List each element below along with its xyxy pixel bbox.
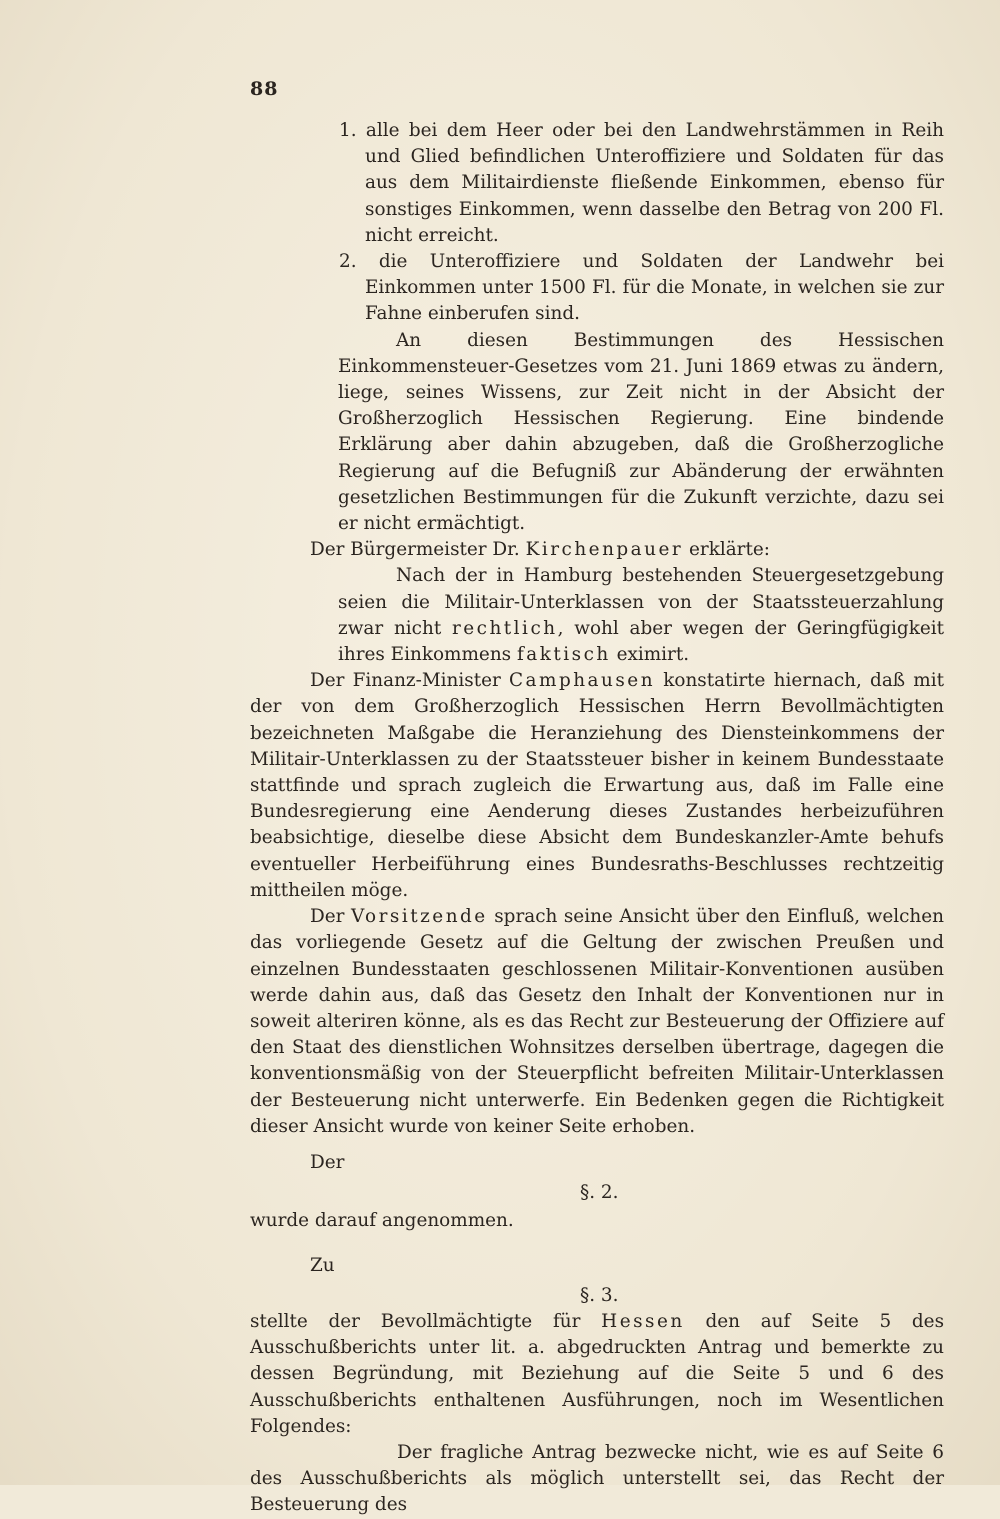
label-zu: Zu [310,1254,335,1276]
body-text [250,118,944,1519]
speaker-name: Hessen [601,1310,685,1332]
speaker-name: Kirchenpauer [525,539,684,561]
label-der: Der [310,1151,345,1173]
speaker-name: Vorsitzende [350,906,488,928]
paragraph-hessen-antrag: stellte der Bevollmächtigte für Hessen den auf Seite 5 des Ausschußberichts unter lit. a. abgedruckten Antrag und bemerkte zu dessen Begründung, mit Beziehung auf die Seite 5 und 6 des Ausschußberichts enthaltenen Ausführungen, noch im Wesentlichen Folgendes: [250,1310,945,1437]
speaker-name: Camphausen [508,670,656,692]
list-item-2: 2. die Unteroffiziere und Soldaten der Landwehr bei Einkommen unter 1500 Fl. für die Monate, in welchen sie zur Fahne einberufen sind. [339,251,944,325]
section-heading-3: §. 3. [580,1284,619,1306]
emphasis-rechtlich: rechtlich [451,617,558,639]
section-heading-2: §. 2. [580,1182,619,1204]
paragraph-vorsitzende: Der Vorsitzende sprach seine Ansicht über den Einfluß, welchen das vorliegende Gesetz auf die Geltung der zwischen Preußen und einzelnen Bundesstaaten geschlossenen Militair-Konventionen ausüben werde dahin aus, daß das Gesetz den Inhalt der Konventionen nur in soweit alteriren könne, als es das Recht zur Besteuerung der Offiziere auf den Staat des dienstlichen Wohnsitzes derselben übertrage, dagegen die konventionsmäßig von der Steuerpflicht befreiten Militair-Unterklassen der Besteuerung nicht unterwerfe. Ein Bedenken gegen die Richtigkeit dieser Ansicht wurde von keiner Seite erhoben. [250,906,944,1137]
paragraph-camphausen: Der Finanz-Minister Camphausen konstatirte hiernach, daß mit der von dem Großherzoglich Hessischen Herrn Bevollmächtigten bezeichneten Maßgabe die Heranziehung des Diensteinkommens der Militair-Unterklassen zu der Staatssteuer bisher in keinem Bundesstaate stattfinde und sprach zugleich die Erwartung aus, daß im Falle eine Bundesregierung eine Aenderung dieses Zustandes herbeizuführen beabsichtige, dieselbe diese Absicht dem Bundeskanzler-Amte behufs eventueller Herbeiführung eines Bundesraths-Beschlusses rechtzeitig mittheilen möge. [250,670,944,901]
emphasis-faktisch: faktisch [516,644,611,666]
paragraph-hessen-statement: An diesen Bestimmungen des Hessischen Einkommensteuer-Gesetzes vom 21. Juni 1869 etwas zu ändern, liege, seines Wissens, zur Zeit nicht in der Absicht der Großherzoglich Hessischen Regierung. Eine bindende Erklärung aber dahin abzugeben, daß die Großherzogliche Regierung auf die Befugniß zur Abänderung der erwähnten gesetzlichen Bestimmungen für die Zukunft verzichte, dazu sei er nicht ermächtigt. [338,329,944,535]
quote-hamburg: Nach der in Hamburg bestehenden Steuergesetzgebung seien die Militair-Unterklassen von der Staatssteuerzahlung zwar nicht rechtlich, wohl aber wegen der Geringfügigkeit ihres Einkommens faktisch eximirt. [338,565,944,666]
page-number: 88 [250,78,279,100]
paragraph-antrag-quote: Der fragliche Antrag bezwecke nicht, wie es auf Seite 6 des Ausschußberichts als möglich unterstellt sei, das Recht der Besteuerung des [250,1441,944,1516]
list-item-1: 1. alle bei dem Heer oder bei den Landwehrstämmen in Reih und Glied befindlichen Unteroffiziere und Soldaten für das aus dem Militairdienste fließende Einkommen, ebenso für sonstiges Einkommen, wenn dasselbe den Betrag von 200 Fl. nicht erreicht. [339,120,944,246]
section-2-text: wurde darauf angenommen. [250,1210,514,1232]
paragraph-kirchenpauer-intro: Der Bürgermeister Dr. Kirchenpauer erklärte: [310,539,770,561]
